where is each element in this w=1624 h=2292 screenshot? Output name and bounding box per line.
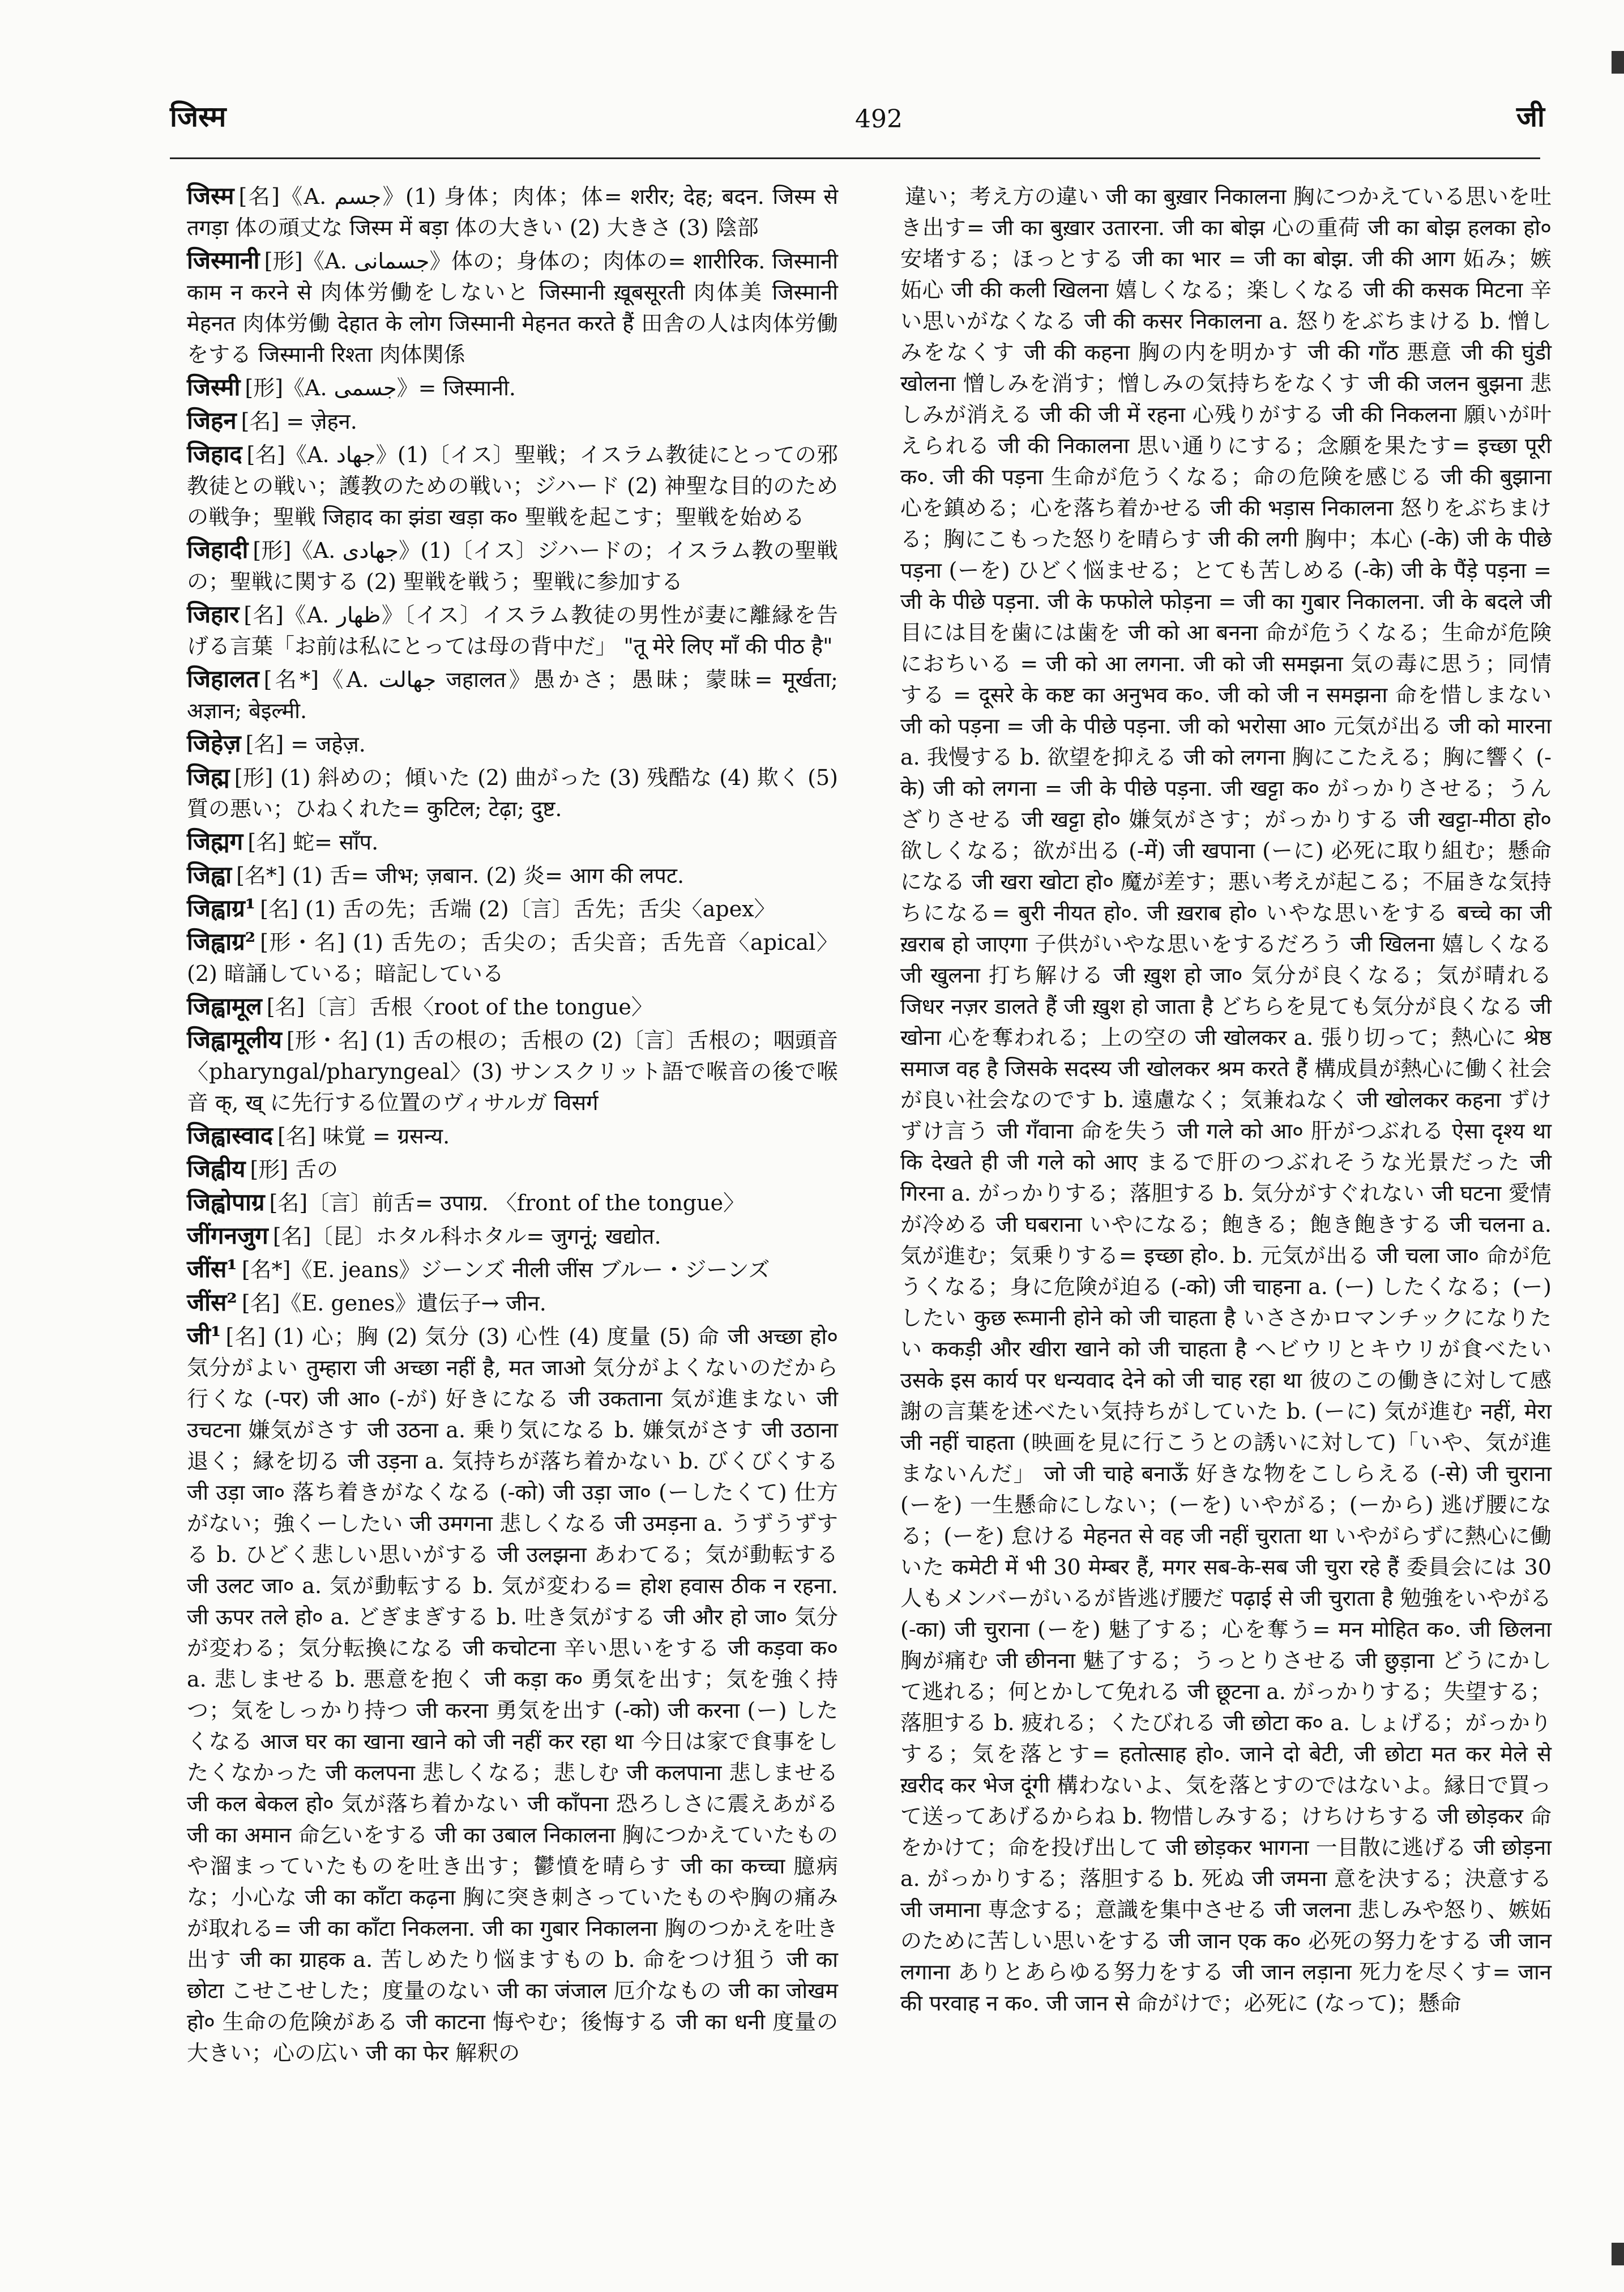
headword: जिह्वा bbox=[187, 861, 232, 889]
dictionary-entry bbox=[187, 1024, 838, 1119]
entry-definition: [名]《A. جسم》(1) 身体；肉体；体= शरीर; देह; बदन. जिस्म से तगड़ा 体の頑丈な जिस्म में बड़ा 体の大きい (2) 大きさ (3) 陰部 bbox=[187, 184, 839, 240]
dictionary-entry bbox=[187, 1320, 838, 2069]
entry-definition: [名] 味覚 = ग्रसन्य. bbox=[277, 1124, 450, 1149]
dictionary-entry bbox=[187, 1253, 838, 1286]
headword: जी¹ bbox=[187, 1322, 221, 1350]
dictionary-entry bbox=[187, 663, 838, 727]
dictionary-entry bbox=[187, 991, 838, 1023]
entry-definition: [名*] (1) 舌= जीभ; ज़बान. (2) 炎= आग की लपट. bbox=[236, 863, 685, 888]
entry-definition: [名]〔言〕舌根〈root of the tongue〉 bbox=[266, 995, 653, 1019]
headword: जींस² bbox=[187, 1288, 237, 1316]
entry-definition: [名] = ज़ेहन. bbox=[241, 409, 357, 434]
headword: जिह्वीय bbox=[187, 1155, 246, 1183]
running-head-right: जी bbox=[1516, 100, 1545, 133]
dictionary-entry bbox=[187, 1120, 838, 1152]
dictionary-entry bbox=[187, 405, 838, 437]
headword: जिहाद bbox=[187, 440, 242, 468]
left-column bbox=[187, 180, 838, 2070]
dictionary-entry bbox=[187, 245, 838, 370]
entry-definition: [形]《A. جسمی》= जिस्मानी. bbox=[245, 375, 516, 400]
dictionary-entry bbox=[187, 372, 838, 404]
headword: जिहार bbox=[187, 600, 240, 628]
headword: जींस¹ bbox=[187, 1255, 237, 1283]
headword: जिहन bbox=[187, 407, 237, 434]
entry-definition: [形]《A. جسمانی》体の；身体の；肉体の= शारीरिक. जिस्मानी काम न करने से 肉体労働をしないと जिस्मानी ख़ूबसूरती 肉体美 जिस्मानी मेहनत 肉体労働 देहात के लोग जिस्मानी मेहनत करते हैं 田舎の人は肉体労働をする जिस्मानी रिश्ता 肉体関係 bbox=[187, 249, 838, 367]
page-edge-mark bbox=[1612, 2243, 1624, 2265]
dictionary-entry bbox=[187, 1287, 838, 1319]
entry-definition: [形]《A. جهادی》(1)〔イス〕ジハードの；イスラム教の聖戦の；聖戦に関する (2) 聖戦を戦う；聖戦に参加する bbox=[187, 538, 838, 594]
page-number: 492 bbox=[855, 105, 903, 134]
dictionary-entry bbox=[187, 859, 838, 891]
headword: जिह्वास्वाद bbox=[187, 1121, 273, 1149]
dictionary-entry bbox=[187, 893, 838, 925]
entry-definition: [名*]《E. jeans》ジーンズ नीली जींस ブルー・ジーンズ bbox=[241, 1257, 770, 1282]
entry-definition: [形・名] (1) 舌先の；舌尖の；舌尖音；舌先音〈apical〉(2) 暗誦している；暗記している bbox=[187, 930, 838, 986]
dictionary-entry bbox=[187, 1220, 838, 1252]
headword: जिह्वाग्र² bbox=[187, 928, 256, 955]
entry-definition: 違い；考え方の違い जी का बुख़ार निकालना 胸につかえている思いを吐き出す= जी का बुख़ार उतारना. जी का बोझ 心の重荷 जी का बोझ हलका हो० 安堵する；ほっとする जी का भार = जी का बोझ. जी की आग 妬み；嫉妬心 जी की कली खिलना 嬉しくなる；楽しくなる जी की कसक मिटना 辛い思いがなくなる जी की कसर निकालना a. 怒りをぶちまける b. 憎しみをなくす जी की कहना 胸の内を明かす जी की गाँठ 悪意 जी की घुंडी खोलना 憎しみを消す；憎しみの気持ちをなくす जी की जलन बुझना 悲しみが消える जी की जी में रहना 心残りがする जी की निकलना 願いが叶えられる जी की निकालना 思い通りにする；念願を果たす= इच्छा पूरी क०. जी की पड़ना 生命が危うくなる；命の危険を感じる जी की बुझाना 心を鎮める；心を落ち着かせる जी की भड़ास निकालना 怒りをぶちまける；胸にこもった怒りを晴らす जी की लगी 胸中；本心 (-के) जी के पीछे पड़ना (ーを) ひどく悩ませる；とても苦しめる (-के) जी के पैंड़े पड़ना = जी के पीछे पड़ना. जी के फफोले फोड़ना = जी का गुबार निकालना. जी के बदले जी 目には目を歯には歯を जी को आ बनना 命が危うくなる；生命が危険におちいる = जी को आ लगना. जी को जी समझना 気の毒に思う；同情する = दूसरे के कष्ट का अनुभव क०. जी को जी न समझना 命を惜しまない जी को पड़ना = जी के पीछे पड़ना. जी को भरोसा आ० 元気が出る जी को मारना a. 我慢する b. 欲望を抑える जी को लगना 胸にこたえる；胸に響く (-के) जी को लगना = जी के पीछे पड़ना. जी खट्टा क० がっかりさせる；うんざりさせる जी खट्टा हो० 嫌気がさす；がっかりする जी खट्टा-मीठा हो० 欲しくなる；欲が出る (-में) जी खपाना (ーに) 必死に取り組む；懸命になる जी खरा खोटा हो० 魔が差す；悪い考えが起こる；不届きな気持ちになる= बुरी नीयत हो०. जी ख़राब हो० いやな思いをする बच्चे का जी ख़राब हो जाएगा 子供がいやな思いをするだろう जी खिलना 嬉しくなる जी खुलना 打ち解ける जी ख़ुश हो जा० 気分が良くなる；気が晴れる जिधर नज़र डालते हैं जी ख़ुश हो जाता है どちらを見ても気分が良くなる जी खोना 心を奪われる；上の空の जी खोलकर a. 張り切って；熱心に श्रेष्ठ समाज वह है जिसके सदस्य जी खोलकर श्रम करते हैं 構成員が熱心に働く社会が良い社会なのです b. 遠慮なく；気兼ねなく जी खोलकर कहना ずけずけ言う जी गँवाना 命を失う जी गले को आ० 肝がつぶれる ऐसा दृश्य था कि देखते ही जी गले को आए まるで肝のつぶれそうな光景だった जी गिरना a. がっかりする；落胆する b. 気分がすぐれない जी घटना 愛情が冷める जी घबराना いやになる；飽きる；飽き飽きする जी चलना a. 気が進む；気乗りする= इच्छा हो०. b. 元気が出る जी चला जा० 命が危うくなる；身に危険が迫る (-को) जी चाहना a. (ー) したくなる；(ー) したい कुछ रूमानी होने को जी चाहता है いささかロマンチックになりたい ककड़ी और खीरा खाने को जी चाहता है ヘビウリとキウリが食べたい उसके इस कार्य पर धन्यवाद देने को जी चाह रहा था 彼のこの働きに対して感謝の言葉を述べたい気持ちがしていた b. (ーに) 気が進む नहीं, मेरा जी नहीं चाहता (映画を見に行こうとの誘いに対して)「いや、気が進まないんだ」 जो जी चाहे बनाऊँ 好きな物をこしらえる (-से) जी चुराना (ーを) 一生懸命にしない；(ーを) いやがる；(ーから) 逃げ腰になる；(ーを) 怠ける मेहनत से वह जी नहीं चुराता था いやがらずに熱心に働いた कमेटी में भी 30 मेम्बर हैं, मगर सब-के-सब जी चुरा रहे हैं 委員会には 30 人もメンバーがいるが皆逃げ腰だ पढ़ाई से जी चुराता है 勉強をいやがる (-का) जी चुराना (ーを) 魅了する；心を奪う= मन मोहित क०. जी छिलना 胸が痛む जी छीनना 魅了する；うっとりさせる जी छुड़ाना どうにかして逃れる；何とかして免れる जी छूटना a. がっかりする；失望する；落胆する b. 疲れる；くたびれる जी छोटा क० a. しょげる；がっかりする；気を落とす= हतोत्साह हो०. जाने दो बेटी, जी छोटा मत कर मेले से ख़रीद कर भेज दूंगी 構わないよ、気を落とすのではないよ。縁日で買って送ってあげるからね b. 物惜しみする；けちけちする जी छोड़कर 命をかけて；命を投げ出して जी छोड़कर भागना 一目散に逃げる जी छोड़ना a. がっかりする；落胆する b. 死ぬ जी जमना 意を決する；決意する जी जमाना 専念する；意識を集中させる जी जलना 悲しみや怒り、嫉妬のために苦しい思いをする जी जान एक क० 必死の努力をする जी जान लगाना ありとあらゆる努力をする जी जान लड़ाना 死力を尽くす= जान की परवाह न क०. जी जान से 命がけで；必死に (なって)；懸命 bbox=[900, 184, 1552, 2016]
headword: जींगनजुग bbox=[187, 1222, 268, 1249]
headword: जिहादी bbox=[187, 536, 249, 564]
dictionary-entry bbox=[187, 1153, 838, 1185]
dictionary-entry bbox=[187, 599, 838, 662]
headword: जिहालत bbox=[187, 665, 259, 693]
headword: जिह्म bbox=[187, 763, 230, 791]
page-edge-mark bbox=[1612, 51, 1624, 74]
running-head-left: जिस्म bbox=[170, 100, 226, 133]
dictionary-entry bbox=[187, 1186, 838, 1219]
entry-definition: [名]《A. ظهار》〔イス〕イスラム教徒の男性が妻に離縁を告げる言葉「お前は私にとっては母の背中だ」 "तू मेरे लिए माँ की पीठ है" bbox=[187, 603, 838, 659]
entry-definition: [名] (1) 舌の先；舌端 (2)〔言〕舌先；舌尖〈apex〉 bbox=[260, 897, 776, 921]
headword: जिस्म bbox=[187, 182, 234, 210]
headword: जिहेज़ bbox=[187, 729, 241, 757]
dictionary-entry bbox=[187, 826, 838, 858]
dictionary-entry bbox=[187, 728, 838, 760]
entry-definition: [形] 舌の bbox=[250, 1157, 339, 1182]
dictionary-entry bbox=[900, 180, 1552, 2019]
header-rule bbox=[170, 157, 1540, 159]
dictionary-entry bbox=[187, 438, 838, 533]
dictionary-entry bbox=[187, 761, 838, 825]
headword: जिह्वोपाग्र bbox=[187, 1188, 265, 1216]
dictionary-entry bbox=[187, 534, 838, 597]
headword: जिह्वाग्र¹ bbox=[187, 894, 256, 922]
entry-definition: [形・名] (1) 舌の根の；舌根の (2)〔言〕舌根の；咽頭音〈pharyngal/pharyngeal〉(3) サンスクリット語で喉音の後で喉音 क्, ख् に先行する位置のヴィサルガ विसर्ग bbox=[187, 1028, 838, 1115]
dictionary-entry bbox=[187, 180, 838, 244]
dictionary-entry bbox=[187, 926, 838, 989]
headword: जिह्मग bbox=[187, 827, 243, 855]
headword: जिह्वामूलीय bbox=[187, 1026, 282, 1053]
entry-definition: [形] (1) 斜めの；傾いた (2) 曲がった (3) 残酷な (4) 欺く (5) 質の悪い；ひねくれた= कुटिल; टेढ़ा; दुष्ट. bbox=[187, 765, 838, 821]
entry-definition: [名] (1) 心；胸 (2) 気分 (3) 心性 (4) 度量 (5) 命 जी अच्छा हो० 気分がよい तुम्हारा जी अच्छा नहीं है, मत जाओ 気分がよくないのだから行くな (-पर) जी आ० (-が) 好きになる जी उकताना 気が進まない जी उचटना 嫌気がさす जी उठना a. 乗り気になる b. 嫌気がさす जी उठाना 退く；縁を切る जी उड़ना a. 気持ちが落ち着かない b. びくびくする जी उड़ा जा० 落ち着きがなくなる (-को) जी उड़ा जा० (ーしたくて) 仕方がない；強くーしたい जी उमगना 悲しくなる जी उमड़ना a. うずうずする b. ひどく悲しい思いがする जी उलझना あわてる；気が動転する जी उलट जा० a. 気が動転する b. 気が変わる= होश हवास ठीक न रहना. जी ऊपर तले हो० a. どぎまぎする b. 吐き気がする जी और हो जा० 気分が変わる；気分転換になる जी कचोटना 辛い思いをする जी कड़वा क० a. 悲しませる b. 悪意を抱く जी कड़ा क० 勇気を出す；気を強く持つ；気をしっかり持つ जी करना 勇気を出す (-को) जी करना (ー) したくなる आज घर का खाना खाने को जी नहीं कर रहा था 今日は家で食事をしたくなかった जी कलपना 悲しくなる；悲しむ जी कलपाना 悲しませる जी कल बेकल हो० 気が落ち着かない जी काँपना 恐ろしさに震えあがる जी का अमान 命乞いをする जी का उबाल निकालना 胸につかえていたものや溜まっていたものを吐き出す；鬱憤を晴らす जी का कच्चा 臆病な；小心な जी का काँटा कढ़ना 胸に突き刺さっていたものや胸の痛みが取れる= जी का काँटा निकलना. जी का गुबार निकालना 胸のつかえを吐き出す जी का ग्राहक a. 苦しめたり悩ますもの b. 命をつけ狙う जी का छोटा こせこせした；度量のない जी का जंजाल 厄介なもの जी का जोखम हो० 生命の危険がある जी काटना 悔やむ；後悔する जी का धनी 度量の大きい；心の広い जी का फेर 解釈の bbox=[187, 1324, 838, 2065]
right-column bbox=[900, 180, 1552, 2020]
headword: जिस्मी bbox=[187, 373, 241, 401]
headword: जिह्वामूल bbox=[187, 992, 262, 1020]
entry-definition: [名]《E. genes》遺伝子→ जीन. bbox=[241, 1291, 546, 1316]
entry-definition: [名] 蛇= साँप. bbox=[247, 830, 379, 855]
headword: जिस्मानी bbox=[187, 246, 260, 274]
entry-definition: [名]《A. جهاد》(1)〔イス〕聖戦；イスラム教徒にとっての邪教徒との戦い；護教のための戦い；ジハード (2) 神聖な目的のための戦争；聖戦 जिहाद का झंडा खड़ा क० 聖戦を起こす；聖戦を始める bbox=[187, 442, 838, 530]
entry-definition: [名]〔昆〕ホタル科ホタル= जुगनूं; खद्योत. bbox=[272, 1224, 661, 1249]
entry-definition: [名] = जहेज़. bbox=[245, 732, 366, 757]
entry-definition: [名*]《A. جهالت जहालत》愚かさ；愚昧；蒙昧= मूर्खता; अज्ञान; बेइल्मी. bbox=[187, 667, 838, 723]
entry-definition: [名]〔言〕前舌= उपाग्र. 〈front of the tongue〉 bbox=[269, 1190, 745, 1215]
